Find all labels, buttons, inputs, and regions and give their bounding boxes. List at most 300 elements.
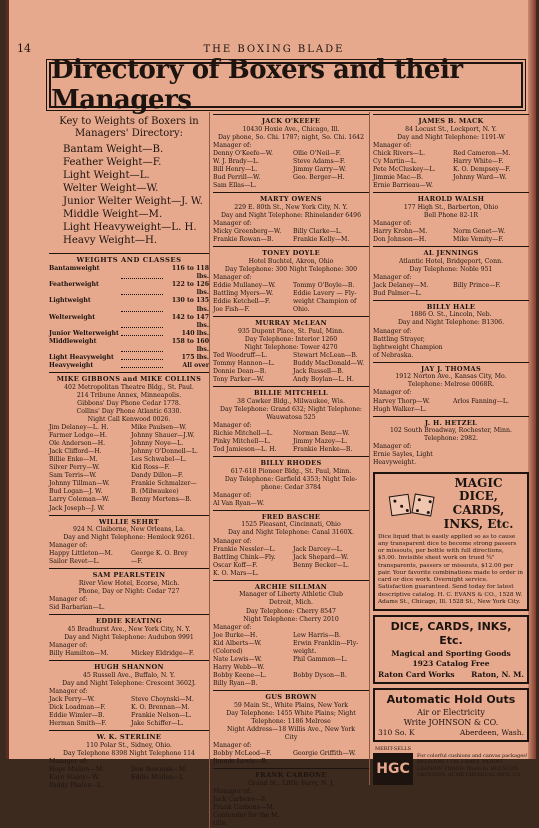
manager-entry — [49, 614, 209, 658]
fighter-name: Harvey Thorp—W. — [373, 397, 430, 405]
manager-address-line: 10430 Hoxie Ave., Chicago, Ill. — [242, 125, 340, 133]
fighter-name: Bobby Keene—L. — [213, 672, 267, 679]
manager-address-line: Day Telephone: Garfield 4353; Night Tele- — [224, 475, 358, 483]
manager-address-line: Day and Night Telephone: Hemlock 9261. — [63, 534, 195, 542]
weight-name: Featherweight — [49, 281, 99, 289]
weight-name: Junior Welterweight — [49, 329, 119, 337]
fighter-name: Harry Krohn—M. — [373, 227, 428, 235]
manager-address-line: Day and Night Telephone: Canal 3160X. — [228, 529, 354, 537]
book-edge — [528, 0, 536, 759]
manager-name: WILLIE SEHRT — [98, 517, 160, 526]
manager-entry — [213, 768, 369, 828]
fighter-name: Jack Clifford—H. — [49, 448, 102, 456]
fighters-list — [213, 750, 369, 766]
fighter-name: Sid Barbarian—L. — [49, 604, 105, 612]
fighter-name: Billie Enke—M. — [49, 456, 98, 464]
manager-name: SAM PEARLSTEIN — [92, 571, 166, 580]
fighter-name: Paddy Phalen—L. — [49, 781, 104, 789]
manager-entry — [373, 114, 529, 190]
hgc-ad — [373, 746, 529, 785]
fighter-name: Jake Schiffer—L. — [131, 720, 184, 728]
fighter-name — [293, 680, 369, 688]
fighter-name: Stewart McLean—B. — [293, 351, 358, 359]
fighter-name: Jimmie Lewis—B. — [213, 758, 268, 766]
fighter-name: Cy Martin—L. — [373, 157, 417, 165]
manager-address-line: Night Telephone: Cherry 2010 — [243, 615, 339, 623]
column-3 — [369, 112, 529, 785]
manager-entry — [213, 510, 369, 578]
key-item: Light Weight—L. — [63, 170, 150, 182]
fighter-name: Tommy O'Boyle—B. — [293, 281, 355, 289]
manager-of-label: Manager of: — [49, 641, 88, 649]
manager-name: MARTY OWENS — [260, 195, 322, 204]
manager-name: BILLIE MITCHELL — [254, 388, 328, 397]
manager-address-line: Gibbons' Day Phone Cedar 1778. — [77, 399, 181, 407]
fighter-name: Battling Chink—Fly. — [213, 553, 276, 561]
manager-entry — [373, 416, 529, 468]
dot-leader — [121, 354, 163, 360]
fighter-name: Norm Genet—W. — [453, 227, 506, 235]
weight-value: 158 to 160 lbs. — [171, 337, 209, 353]
weight-row — [49, 362, 209, 370]
manager-name: FRED BASCHE — [261, 512, 321, 521]
weight-value: 122 to 126 lbs. — [171, 281, 209, 297]
fighter-name: Ohio. — [293, 305, 310, 313]
key-item: Middle Weight—M. — [63, 209, 163, 221]
fighter-name: Bobby McLeod—F. — [213, 750, 272, 758]
fighter-name: Buddy MacDonald—W. — [293, 359, 365, 367]
manager-address-line: Day and Night Telephone: Crescent 3602J. — [62, 679, 196, 687]
dot-leader — [121, 265, 163, 279]
fighter-name: Red Cameron—M. — [453, 149, 511, 157]
manager-name: J. H. HETZEL — [424, 418, 478, 427]
column-3-entries — [373, 114, 529, 468]
fighter-name — [131, 782, 209, 790]
weight-value: 142 to 147 lbs. — [171, 313, 209, 329]
manager-address-line: Telephone: 2982. — [423, 435, 479, 443]
fighter-name: Frankie Rowan—B. — [213, 235, 274, 243]
manager-address-line: 45 Russell Ave., Buffalo, N. Y. — [82, 671, 176, 679]
column-2-entries — [213, 114, 369, 828]
manager-of-label: Manager of: — [213, 537, 252, 545]
key-item: Light Heavyweight—L. H. — [63, 222, 197, 234]
manager-address-line: 1912 Norton Ave., Kansas City, Mo. — [395, 373, 507, 381]
fighter-name: Richie Mitchell—L. — [213, 429, 273, 437]
manager-entry — [213, 690, 369, 766]
manager-of-label: Manager of: — [213, 141, 252, 149]
fighter-name: Tod Jamieson—L. H. — [213, 445, 277, 453]
key-item: Welter Weight—W. — [63, 183, 159, 195]
running-head: THE BOXING BLADE — [203, 44, 345, 55]
manager-address-line: Manager of Liberty Athletic Club — [239, 591, 343, 599]
manager-address-line: 924 N. Claiborne, New Orleans, La. — [73, 526, 185, 534]
fighters-list — [49, 766, 209, 790]
fighters-list — [49, 650, 209, 658]
fighter-name: Frankie Nelson—L. — [131, 711, 192, 719]
manager-name: BILLY HALE — [426, 302, 476, 311]
fighters-list — [213, 430, 369, 454]
fighter-name — [293, 664, 369, 672]
fighter-name: Battling Strayer, lightweight Champion of Nebraska. — [373, 335, 443, 359]
fighter-name: Jack Perry—W. — [49, 695, 95, 703]
fighter-name: Ernie Barrieau—W. — [373, 182, 433, 189]
dot-leader — [121, 314, 163, 328]
manager-address-line: Day and Night Telephone: Rhinelander 6496 — [220, 211, 362, 219]
weight-row — [49, 354, 209, 362]
fighter-name: Jim Delaney—L. H. — [49, 423, 109, 431]
fighters-list — [49, 424, 209, 513]
dice-cards-ad — [373, 615, 529, 684]
fighter-name: Johnny Noye—L. — [131, 440, 184, 448]
manager-of-label: Manager of: — [49, 542, 88, 550]
fighter-name: Larry Coleman—W. — [49, 496, 110, 504]
column-1 — [49, 112, 209, 790]
fighter-name: Hope Mullen—M. — [49, 765, 105, 773]
fighter-name: (Colored) — [213, 647, 243, 655]
magic-dice-ad — [373, 472, 529, 612]
dice-ad-line1: Magical and Sporting Goods — [391, 648, 511, 658]
manager-address-line: 110 Polar St., Sidney, Ohio. — [86, 741, 172, 749]
manager-name: GUS BROWN — [265, 693, 317, 702]
fighter-name: Kaye Staley—W. — [49, 773, 100, 781]
fighter-name: Andy Boylan—L. H. — [293, 375, 354, 383]
manager-address-line: Day and Night Telephone: Audubon 9991 — [64, 633, 194, 641]
holds-ad-right: Aberdeen, Wash. — [459, 727, 524, 737]
fighter-name: Frankie Nessler—L. — [213, 545, 276, 553]
fighter-name — [293, 758, 369, 766]
manager-address-line: Day and Night Telephone: B1306. — [397, 319, 505, 327]
manager-name: EDDIE KEATING — [96, 617, 162, 626]
fighter-name: Jack Shepard—W. — [293, 553, 349, 561]
fighter-name: Don Bowman—M. — [131, 765, 188, 773]
fighter-name: Frankie Schmalzer— — [131, 480, 197, 488]
fighter-name — [453, 451, 529, 467]
fighter-name: Tommy Hannon—L. — [213, 359, 275, 367]
fighter-name: Battling Myers—W. — [213, 289, 274, 297]
holds-ad-line1: Air or Electricity — [417, 707, 485, 717]
fighter-name: Eddie Wimler—B. — [49, 711, 105, 719]
weight-value: 116 to 118 lbs. — [171, 265, 209, 281]
fighters-list — [213, 282, 369, 314]
fighter-name: Harry White—F. — [453, 157, 504, 165]
fighter-name: Ollie O'Neil—F. — [293, 149, 341, 157]
fighter-name: Herman Smith—F. — [49, 720, 107, 728]
manager-address-line: 59 Main St., White Plains, New York — [233, 701, 349, 709]
fighter-name: weight Champion of — [293, 297, 357, 305]
manager-address-line: Detroit, Mich. — [269, 599, 313, 607]
manager-of-label: Manager of: — [213, 742, 252, 749]
manager-address-line: 229 E. 80th St., New York City, N. Y. — [234, 203, 348, 211]
fighter-name: W. J. Brady—L. — [213, 157, 260, 165]
key-item: Junior Welter Weight—J. W. — [63, 196, 203, 208]
manager-address-line: Day Telephone 8398 Night Telephone 114 — [63, 749, 195, 757]
manager-address-line: Day Telephone: Cherry 8547 — [246, 607, 336, 615]
fighters-list — [49, 696, 209, 728]
weight-row — [49, 297, 209, 313]
manager-name: JAMES B. MACK — [418, 117, 484, 125]
fighter-name: Les Schwabel—L. — [131, 456, 187, 464]
manager-address-line: Day and Night Telephone: 1191-W — [397, 133, 505, 141]
fighter-name: K. O. Mars—L. — [213, 569, 259, 577]
fighter-name — [453, 290, 529, 298]
fighter-name: Bobby Dyson—B. — [293, 672, 347, 679]
fighter-name: Steve Choynski—M. — [131, 695, 194, 703]
manager-entry — [49, 515, 209, 567]
manager-address-line: Wauwatosa 525 — [266, 413, 316, 421]
manager-name: JAY J. THOMAS — [420, 364, 482, 373]
manager-name: TONEY DOYLE — [262, 248, 320, 257]
manager-address-line: 402 Metropolitan Theatre Bldg., St. Paul. — [64, 383, 194, 391]
fighters-list — [373, 398, 529, 414]
fighter-name: Geo. Berger—H. — [293, 173, 345, 181]
fighter-name: Ted Woodruff—L. — [213, 351, 268, 359]
fighter-name: Jimmy Mazey—L. — [293, 437, 348, 445]
manager-address-line: Hotel Buchtel, Akron, Ohio — [248, 257, 334, 265]
fighter-name: Harry Webb—W. — [213, 663, 265, 671]
fighter-name: Pete McCluskey—L. — [373, 165, 436, 173]
manager-of-label: Manager of: — [49, 757, 88, 765]
fighter-name: Mickey Eldridge—F. — [131, 650, 195, 658]
weight-value: All over — [182, 361, 209, 369]
manager-address-line: 177 High St., Barberton, Ohio — [403, 203, 499, 211]
manager-of-label: Manager of: — [373, 273, 412, 281]
fighters-list — [373, 150, 529, 190]
fighter-name: Donnie Dean—B. — [213, 367, 267, 375]
manager-name: BILLY RHODES — [260, 458, 322, 467]
fighter-name: Jack Delaney—M. — [373, 281, 429, 289]
fighter-name — [293, 182, 369, 190]
manager-name: HUGH SHANNON — [94, 663, 164, 672]
fighters-list — [213, 150, 369, 190]
dice-ad-left: Raton Card Works — [378, 669, 455, 679]
fighter-name: Billy Ryan—B. — [213, 680, 258, 688]
fighter-name: Happy Littleton—M. — [49, 550, 113, 558]
fighter-name — [453, 182, 529, 190]
fighter-name: Frank Carbone—M. Contender for the M. title. — [213, 803, 280, 828]
fighter-name: Sam Terris—W. — [49, 472, 97, 480]
manager-name: HAROLD WALSH — [417, 195, 485, 204]
fighter-name — [131, 604, 209, 612]
manager-of-label: Manager of: — [373, 141, 412, 149]
manager-address-line: Night Address—18 Willis Ave., New York — [226, 725, 356, 733]
fighter-name: Erwin Franklin—Fly- — [293, 639, 359, 647]
manager-entry — [49, 660, 209, 728]
fighter-name: Jack Darcey—L. — [293, 545, 343, 553]
key-item: Feather Weight—F. — [63, 157, 162, 169]
fighter-name: Jack Joseph—J. W. — [49, 504, 105, 512]
fighter-name: Mike Vemity—F. — [453, 235, 504, 243]
fighter-name: Kid Ross—F. — [131, 464, 170, 472]
fighter-name: Ole Anderson—H. — [49, 440, 106, 448]
manager-name: JACK O'KEEFE — [261, 117, 321, 125]
manager-address-line: Day Telephone: Noble 951 — [409, 265, 493, 273]
fighter-name — [293, 500, 369, 508]
fighter-name: Joe Burke—H. — [213, 631, 258, 639]
fighter-name: Micky Greenberg—W. — [213, 227, 282, 235]
fighter-name: Georgie Griffith—W. — [293, 750, 357, 758]
fighters-list — [49, 604, 209, 612]
manager-address-line: Telephone: Melrose 0068R. — [407, 381, 495, 389]
manager-entry — [213, 316, 369, 384]
manager-entry — [373, 192, 529, 244]
manager-of-label: Manager of: — [373, 443, 412, 451]
weight-row — [49, 314, 209, 330]
dot-leader — [121, 330, 163, 336]
fighters-list — [213, 632, 369, 688]
magic-ad-body: Dice liquid that is easily applied so as to cause any transparent dice to become strong passers or missouts, per bottle with full directions, $5.00. Invisible sheet work on trued ¾" transparents, passers or missouts, $12.00 per pair. Your favorite combinations made to order in card or dice work. Overnight service. Satisfaction guaranteed. Send today for latest descriptive catalog. H. C. EVANS & CO., 1528 W. Adams St., Chicago, Ill. 1528 St., New York City. — [378, 533, 524, 605]
fighter-name — [453, 406, 529, 414]
fighter-name: Phil Gammon—L. — [293, 655, 348, 663]
magic-ad-title: MAGIC DICE, CARDS, INKS, Etc. — [443, 475, 514, 531]
fighter-name: Dandy Dillon—F. — [131, 472, 184, 480]
manager-address-line: City — [284, 733, 298, 741]
fighter-name: Sam Ellas—L. — [213, 182, 257, 189]
directory-banner — [49, 55, 523, 115]
fighter-name: Bud Logan—J. W. — [49, 488, 103, 496]
manager-of-label: Manager of: — [373, 327, 412, 335]
weight-name: Bantamweight — [49, 265, 100, 273]
fighter-name: Chick Rivers—L. — [373, 149, 426, 157]
manager-entry — [49, 730, 209, 790]
manager-of-label: Manager of: — [213, 623, 252, 631]
manager-of-label: Manager of: — [213, 273, 252, 281]
fighters-list — [373, 336, 529, 360]
fighter-name: Eddie Lavery — Fly- — [293, 289, 357, 297]
holds-ad-line2: Write JOHNSON & CO. — [403, 717, 499, 727]
key-list — [49, 143, 209, 247]
manager-address-line: 102 South Broadway, Rochester, Minn. — [390, 427, 512, 435]
manager-address-line: Day Telephone: 1455 White Plains; Night — [226, 709, 356, 717]
fighter-name: Johnny Shauer—J.W. — [131, 431, 195, 439]
dice-ad-right: Raton, N. M. — [471, 669, 524, 679]
fighter-name: George K. O. Brey — [131, 550, 188, 558]
fighter-name: Dick Loadman—F. — [49, 703, 106, 711]
column-1-entries — [49, 372, 209, 790]
manager-name: ARCHIE SILLMAN — [254, 582, 328, 591]
fighter-name: Billy Clarke—L. — [293, 227, 342, 235]
hgc-tag: MERIT-SELLS — [374, 746, 412, 753]
fighter-name: weight. — [293, 647, 317, 655]
fighters-list — [213, 500, 369, 508]
fighter-name: —F. — [131, 558, 143, 566]
manager-address-line: Day Telephone: Interior 1260 — [244, 335, 338, 343]
manager-address-line: Collins' Day Phone Atlantic 6330. — [76, 407, 182, 415]
fighter-name: Jack Russell—B. — [293, 367, 344, 375]
fighters-list — [373, 451, 529, 467]
hold-outs-ad — [373, 688, 529, 742]
manager-address-line: phone: Cedar 3784 — [260, 483, 322, 491]
fighter-name: Mike Paulsen—W. — [131, 423, 187, 431]
manager-name: AL JENNINGS — [423, 248, 479, 257]
fighters-list — [373, 228, 529, 244]
fighter-name: Denny O'Keefe—W. — [213, 149, 273, 157]
fighter-name: Eddie Mullen—L. — [131, 773, 186, 781]
fighter-name: K. O. Brennan—M. — [131, 703, 190, 711]
manager-name: MIKE GIBBONS and MIKE COLLINS — [56, 375, 202, 384]
fighter-name: Frankie Henke—B. — [293, 445, 353, 453]
fighters-list — [373, 282, 529, 298]
manager-entry — [49, 568, 209, 612]
weight-name: Heavyweight — [49, 361, 94, 369]
dot-leader — [121, 281, 163, 295]
weight-row — [49, 265, 209, 281]
manager-address-line: 84 Locust St., Lockport, N. Y. — [405, 125, 497, 133]
fighter-name — [293, 796, 369, 804]
manager-of-label: Manager of: — [373, 219, 412, 227]
fighter-name: Silver Perry—W. — [49, 464, 100, 472]
fighters-list — [49, 550, 209, 566]
manager-address-line: Bell Phone 82-1R — [423, 211, 479, 219]
weight-value: 175 lbs. — [181, 353, 209, 361]
holds-ad-left: 310 So. K — [378, 727, 415, 737]
fighter-name: Billy Hamilton—M. — [49, 650, 109, 658]
fighters-list — [213, 546, 369, 578]
manager-address-line: Night Telephone: Tower 4270 — [244, 343, 338, 351]
fighter-name: Steve Adams—F. — [293, 157, 346, 165]
manager-name: W. K. STERLINE — [96, 733, 162, 742]
manager-of-label: Manager of: — [49, 687, 88, 695]
manager-of-label: Manager of: — [213, 787, 252, 795]
manager-entry — [213, 386, 369, 454]
hgc-logo: HGC — [373, 753, 413, 785]
fighter-name: Bud Perrill—W. — [213, 173, 261, 181]
weight-row — [49, 281, 209, 297]
manager-address-line: Atlantic Hotel, Bridgeport, Conn. — [398, 257, 504, 265]
dice-icon — [390, 495, 433, 515]
manager-entry — [213, 456, 369, 508]
fighter-name: Johnny Ward—W. — [453, 173, 507, 181]
manager-name: MURRAY McLEAN — [255, 318, 327, 327]
manager-address-line: Grand St., Little Ferry, N. J. — [248, 779, 334, 787]
weight-name: Middleweight — [49, 337, 97, 345]
weight-row — [49, 330, 209, 338]
manager-of-label: Manager of: — [49, 596, 88, 604]
manager-entry — [373, 362, 529, 414]
manager-address-line: Day Telephone: Grand 632; Night Telephone: — [220, 405, 362, 413]
fighter-name: Arlos Fanning—L. — [453, 397, 509, 405]
fighter-name: Billy Prince—F. — [453, 281, 501, 289]
manager-address-line: 45 Bradhurst Ave., New York City, N. Y. — [67, 625, 191, 633]
fighter-name: Jack Carbone—F. — [213, 795, 267, 803]
weight-row — [49, 338, 209, 354]
magazine-page — [6, 0, 536, 828]
fighter-name: Farmer Lodge—H. — [49, 431, 107, 439]
fighter-name: Jimmie Mac—B. — [373, 173, 423, 181]
dot-leader — [121, 338, 163, 352]
manager-entry — [213, 114, 369, 190]
fighter-name: Johnny O'Donnell—L. — [131, 448, 198, 456]
hgc-text: For colorful cushions and canvas packages! DELIVERS 1 OR 3 DAYS. PATENT LEATHER FINISH. Made by HOUSTON GROUNDS. ACME CHEMICAL MFG. CO. — [417, 753, 528, 778]
manager-address-line: 38 Cawker Bldg., Milwaukee, Wis. — [237, 397, 345, 405]
fighter-name — [453, 336, 529, 360]
manager-entry — [213, 580, 369, 688]
fighter-name: Joe Fish—F. — [213, 305, 250, 313]
manager-address-line: 214 Tribune Annex, Minneapolis. — [76, 391, 182, 399]
dice-ad-title: DICE, CARDS, INKS, Etc. — [390, 620, 512, 648]
fighter-name: Hugh Walker—L. — [373, 405, 427, 413]
manager-name: FRANK CARBONE — [255, 771, 327, 780]
key-item: Heavy Weight—H. — [63, 235, 158, 247]
column-2 — [209, 112, 369, 828]
weights-title: WEIGHTS AND CLASSES — [49, 253, 209, 265]
key-heading: Key to Weights of Boxers in Managers' Directory: — [59, 116, 199, 139]
manager-entry — [373, 246, 529, 298]
manager-of-label: Manager of: — [213, 421, 252, 429]
fighter-name: Sailor Revet—L. — [49, 558, 100, 566]
fighter-name: Bill Henry—L. — [213, 165, 258, 173]
fighter-name: Jimmy Garry—W. — [293, 165, 347, 173]
fighter-name: Johnny Tillman—W. — [49, 480, 110, 488]
